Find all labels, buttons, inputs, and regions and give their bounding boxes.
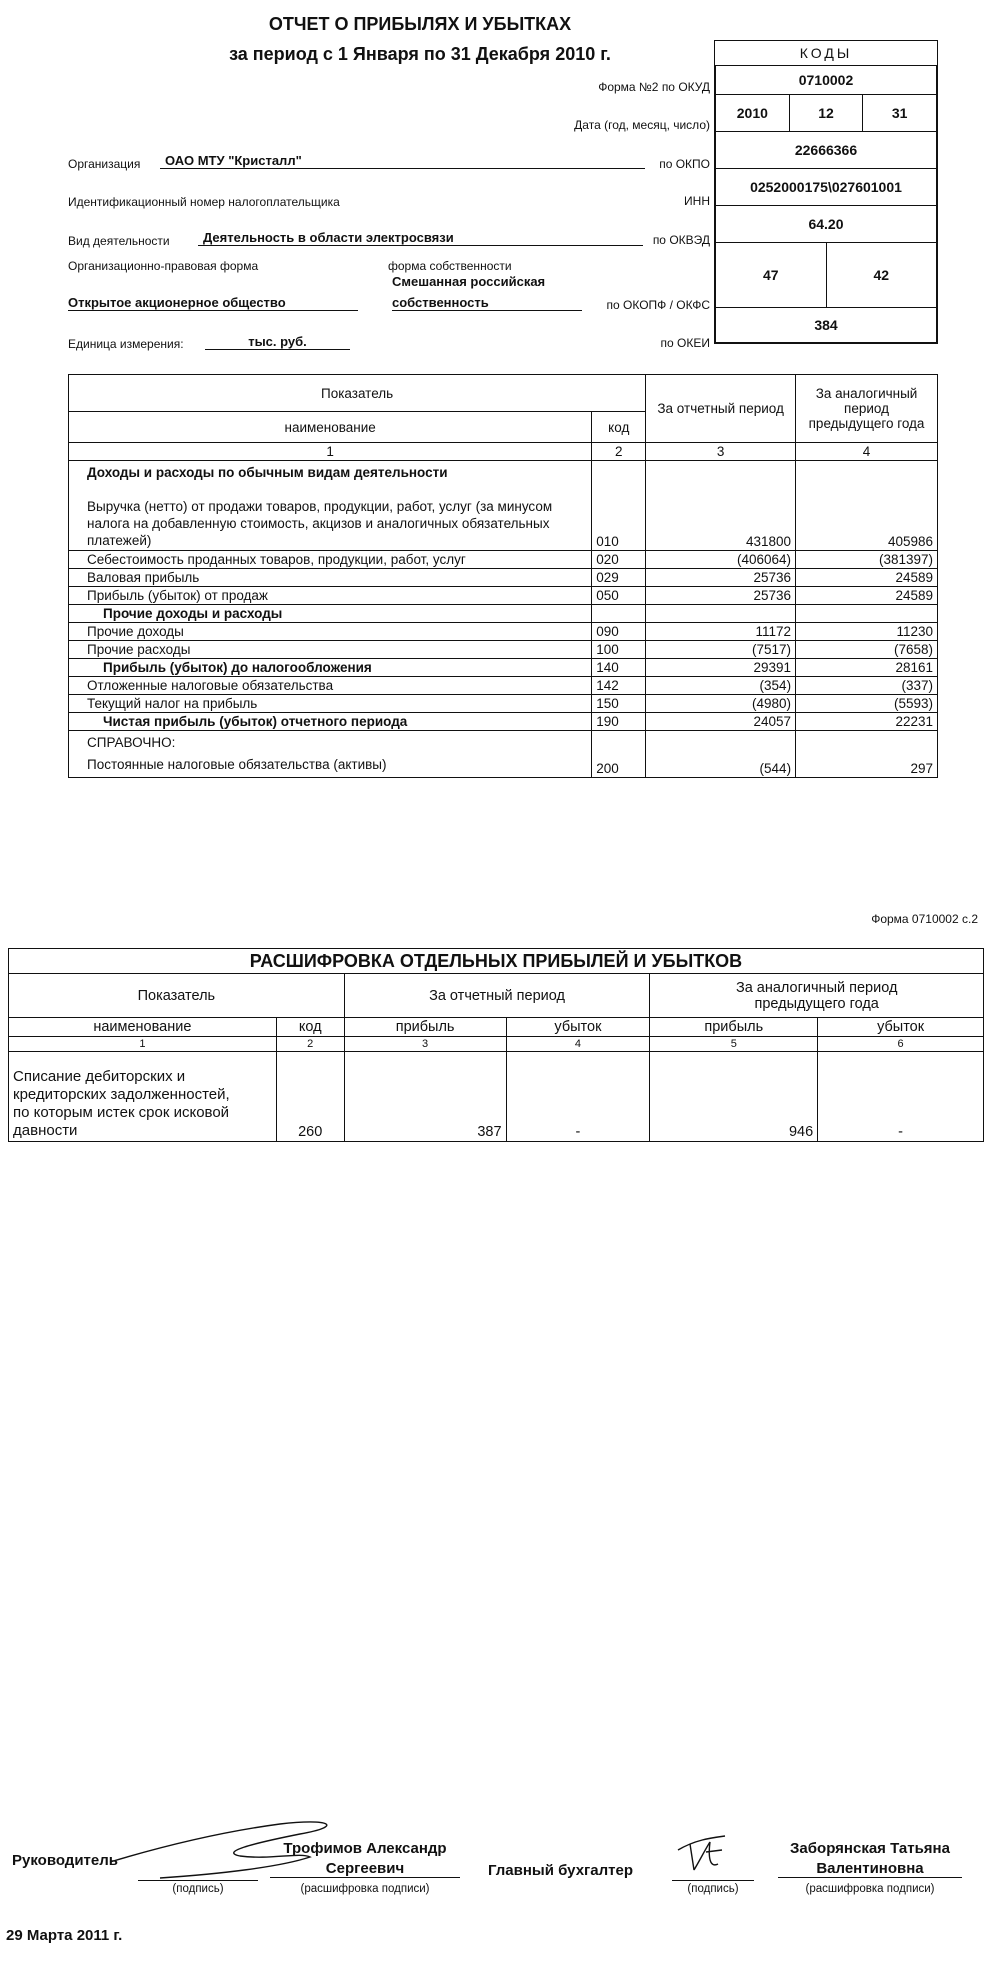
col-num-3: 3 xyxy=(646,443,796,461)
breakdown-num-2: 2 xyxy=(276,1037,344,1052)
okopf-okfs-label: по ОКОПФ / ОКФС xyxy=(606,298,710,312)
okopf-okfs-codes xyxy=(716,242,936,307)
row-code: 142 xyxy=(592,677,646,695)
breakdown-prev-header xyxy=(650,974,984,1018)
col-num-2: 2 xyxy=(592,443,646,461)
okud-label: Форма №2 по ОКУД xyxy=(598,80,710,94)
row-name: Валовая прибыль xyxy=(69,569,592,587)
head-label: Руководитель xyxy=(12,1852,118,1869)
row-prev: (5593) xyxy=(796,695,938,713)
table-row xyxy=(9,1052,984,1142)
breakdown-table xyxy=(8,948,984,1142)
accountant-name-1: Заборянская Татьяна xyxy=(790,1840,950,1857)
row-code: 200 xyxy=(592,731,646,778)
date-label: Дата (год, месяц, число) xyxy=(574,118,710,132)
row-prev: 11230 xyxy=(796,623,938,641)
row-code: 150 xyxy=(592,695,646,713)
table-row xyxy=(69,587,938,605)
row-code: 100 xyxy=(592,641,646,659)
breakdown-prev-profit-header: прибыль xyxy=(650,1018,818,1037)
col-prev-header-line3: предыдущего года xyxy=(808,416,925,431)
ownership-form-label: форма собственности xyxy=(388,259,512,273)
breakdown-num-5: 5 xyxy=(650,1037,818,1052)
row-code: 140 xyxy=(592,659,646,677)
row-current: 25736 xyxy=(646,587,796,605)
row-name: Выручка (нетто) от продажи товаров, продукции, работ, услуг (за минусом налога на добавленную стоимость, акцизов и аналогичных обязательных платежей) xyxy=(87,499,553,548)
form-ref-page2: Форма 0710002 с.2 xyxy=(871,912,978,926)
head-sign-line xyxy=(138,1880,258,1881)
codes-header: КОДЫ xyxy=(714,40,938,66)
table-row xyxy=(69,623,938,641)
unit-value: тыс. руб. xyxy=(205,334,350,350)
date-codes xyxy=(716,94,936,131)
row-name: Прочие расходы xyxy=(69,641,592,659)
head-sign-hint: (подпись) xyxy=(172,1883,224,1895)
ownership-form-line2: собственность xyxy=(392,295,582,311)
column-numbers-row xyxy=(69,443,938,461)
row-name: Прочие доходы xyxy=(69,623,592,641)
breakdown-num-4: 4 xyxy=(506,1037,650,1052)
row-current: (4980) xyxy=(646,695,796,713)
row-name: Отложенные налоговые обязательства xyxy=(69,677,592,695)
okud-code: 0710002 xyxy=(798,72,854,88)
row-code: 190 xyxy=(592,713,646,731)
breakdown-prev-loss-header: убыток xyxy=(818,1018,984,1037)
signature-date: 29 Марта 2011 г. xyxy=(6,1927,123,1944)
accountant-sign-hint: (подпись) xyxy=(687,1883,739,1895)
head-decode-hint: (расшифровка подписи) xyxy=(300,1883,430,1895)
accountant-label: Главный бухгалтер xyxy=(488,1862,634,1879)
table-row xyxy=(69,695,938,713)
row-name: Прибыль (убыток) от продаж xyxy=(69,587,592,605)
col-num-4: 4 xyxy=(796,443,938,461)
breakdown-row-name-4: давности xyxy=(13,1122,78,1139)
row-prev: (337) xyxy=(796,677,938,695)
breakdown-num-3: 3 xyxy=(344,1037,506,1052)
col-code-header: код xyxy=(592,412,646,443)
row-prev: 24589 xyxy=(796,587,938,605)
okei-label: по ОКЕИ xyxy=(660,336,710,350)
col-current-header: За отчетный период xyxy=(646,375,796,443)
activity-value: Деятельность в области электросвязи xyxy=(198,230,643,246)
breakdown-row-cur-loss: - xyxy=(506,1052,650,1142)
col-indicator-header: Показатель xyxy=(69,375,646,412)
okpo-label: по ОКПО xyxy=(659,157,710,171)
row-code: 029 xyxy=(592,569,646,587)
okei-code: 384 xyxy=(716,307,936,342)
breakdown-num-6: 6 xyxy=(818,1037,984,1052)
row-code: 010 xyxy=(592,461,646,551)
table-header-row xyxy=(69,375,938,412)
row-current: 431800 xyxy=(646,461,796,551)
row-prev: (7658) xyxy=(796,641,938,659)
report-period: за период с 1 Января по 31 Декабря 2010 г. xyxy=(229,44,611,64)
income-statement-table xyxy=(68,374,938,778)
row-current: 24057 xyxy=(646,713,796,731)
breakdown-prev-header-line1: За аналогичный период xyxy=(735,979,898,996)
date-month: 12 xyxy=(789,95,863,131)
inn-code: 0252000175\027601001 xyxy=(716,168,936,205)
table-row xyxy=(69,677,938,695)
row-code: 050 xyxy=(592,587,646,605)
report-title: ОТЧЕТ О ПРИБЫЛЯХ И УБЫТКАХ xyxy=(268,14,572,34)
row-current: (544) xyxy=(646,731,796,778)
row-name: Прибыль (убыток) до налогообложения xyxy=(69,659,592,677)
date-year: 2010 xyxy=(736,105,768,121)
accountant-signature xyxy=(670,1830,740,1878)
breakdown-row-name-2: кредиторских задолженностей, xyxy=(13,1086,230,1103)
row-current: (406064) xyxy=(646,551,796,569)
unit-label: Единица измерения: xyxy=(68,337,184,351)
row-prev: 22231 xyxy=(796,713,938,731)
breakdown-row-name-3: по которым истек срок исковой xyxy=(13,1104,230,1121)
breakdown-current-header: За отчетный период xyxy=(344,974,650,1018)
breakdown-row-name-1: Списание дебиторских и xyxy=(13,1068,186,1085)
okved-label: по ОКВЭД xyxy=(652,233,710,247)
head-name-2: Сергеевич xyxy=(270,1860,460,1878)
breakdown-cur-profit-header: прибыль xyxy=(344,1018,506,1037)
codes-block xyxy=(714,40,938,344)
okpo-code: 22666366 xyxy=(716,131,936,168)
breakdown-title: РАСШИФРОВКА ОТДЕЛЬНЫХ ПРИБЫЛЕЙ И УБЫТКОВ xyxy=(9,949,984,974)
section-ordinary-heading: Доходы и расходы по обычным видам деятельности xyxy=(87,465,448,480)
col-num-1: 1 xyxy=(69,443,592,461)
breakdown-row-code: 260 xyxy=(276,1052,344,1142)
head-name-1: Трофимов Александр xyxy=(283,1840,447,1857)
col-prev-header xyxy=(796,375,938,443)
table-row xyxy=(69,731,938,778)
row-prev: (381397) xyxy=(796,551,938,569)
row-code: 090 xyxy=(592,623,646,641)
row-current: (7517) xyxy=(646,641,796,659)
table-row xyxy=(69,461,938,551)
row-prev: 297 xyxy=(796,731,938,778)
col-prev-header-line2: период xyxy=(844,401,890,416)
row-name: Чистая прибыль (убыток) отчетного периода xyxy=(69,713,592,731)
row-name: Текущий налог на прибыль xyxy=(69,695,592,713)
section-other-heading: Прочие доходы и расходы xyxy=(69,605,592,623)
table-row xyxy=(69,569,938,587)
accountant-decode-hint: (расшифровка подписи) xyxy=(805,1883,935,1895)
col-name-header: наименование xyxy=(69,412,592,443)
okopf-code: 47 xyxy=(762,267,779,283)
legal-form-value: Открытое акционерное общество xyxy=(68,295,358,311)
breakdown-prev-header-line2: предыдущего года xyxy=(754,995,879,1012)
breakdown-row-cur-profit: 387 xyxy=(344,1052,506,1142)
breakdown-indicator-header: Показатель xyxy=(9,974,345,1018)
breakdown-name-header: наименование xyxy=(9,1018,277,1037)
org-value: ОАО МТУ "Кристалл" xyxy=(160,153,645,169)
accountant-sign-line xyxy=(672,1880,754,1881)
table-row xyxy=(69,641,938,659)
row-current: 29391 xyxy=(646,659,796,677)
table-row xyxy=(69,605,938,623)
inn-label: Идентификационный номер налогоплательщика xyxy=(68,195,340,209)
okved-code: 64.20 xyxy=(716,205,936,242)
row-prev: 24589 xyxy=(796,569,938,587)
inn-short-label: ИНН xyxy=(684,194,710,208)
breakdown-cur-loss-header: убыток xyxy=(506,1018,650,1037)
row-prev: 28161 xyxy=(796,659,938,677)
accountant-name-2: Валентиновна xyxy=(778,1860,962,1878)
breakdown-row-prev-loss: - xyxy=(818,1052,984,1142)
date-day: 31 xyxy=(862,95,936,131)
table-row xyxy=(69,713,938,731)
row-prev: 405986 xyxy=(796,461,938,551)
row-name: Себестоимость проданных товаров, продукции, работ, услуг xyxy=(69,551,592,569)
row-current: 11172 xyxy=(646,623,796,641)
col-prev-header-line1: За аналогичный xyxy=(815,386,918,401)
org-label: Организация xyxy=(68,157,141,171)
row-name: Постоянные налоговые обязательства (активы) xyxy=(87,757,387,772)
breakdown-num-1: 1 xyxy=(9,1037,277,1052)
ownership-form-line1: Смешанная российская xyxy=(392,274,546,289)
table-row xyxy=(69,551,938,569)
breakdown-code-header: код xyxy=(276,1018,344,1037)
row-code: 020 xyxy=(592,551,646,569)
legal-form-label: Организационно-правовая форма xyxy=(68,259,259,273)
reference-label: СПРАВОЧНО: xyxy=(87,735,176,750)
okfs-code: 42 xyxy=(826,243,937,307)
breakdown-row-prev-profit: 946 xyxy=(650,1052,818,1142)
row-current: 25736 xyxy=(646,569,796,587)
activity-label: Вид деятельности xyxy=(68,234,170,248)
table-row xyxy=(69,659,938,677)
row-current: (354) xyxy=(646,677,796,695)
